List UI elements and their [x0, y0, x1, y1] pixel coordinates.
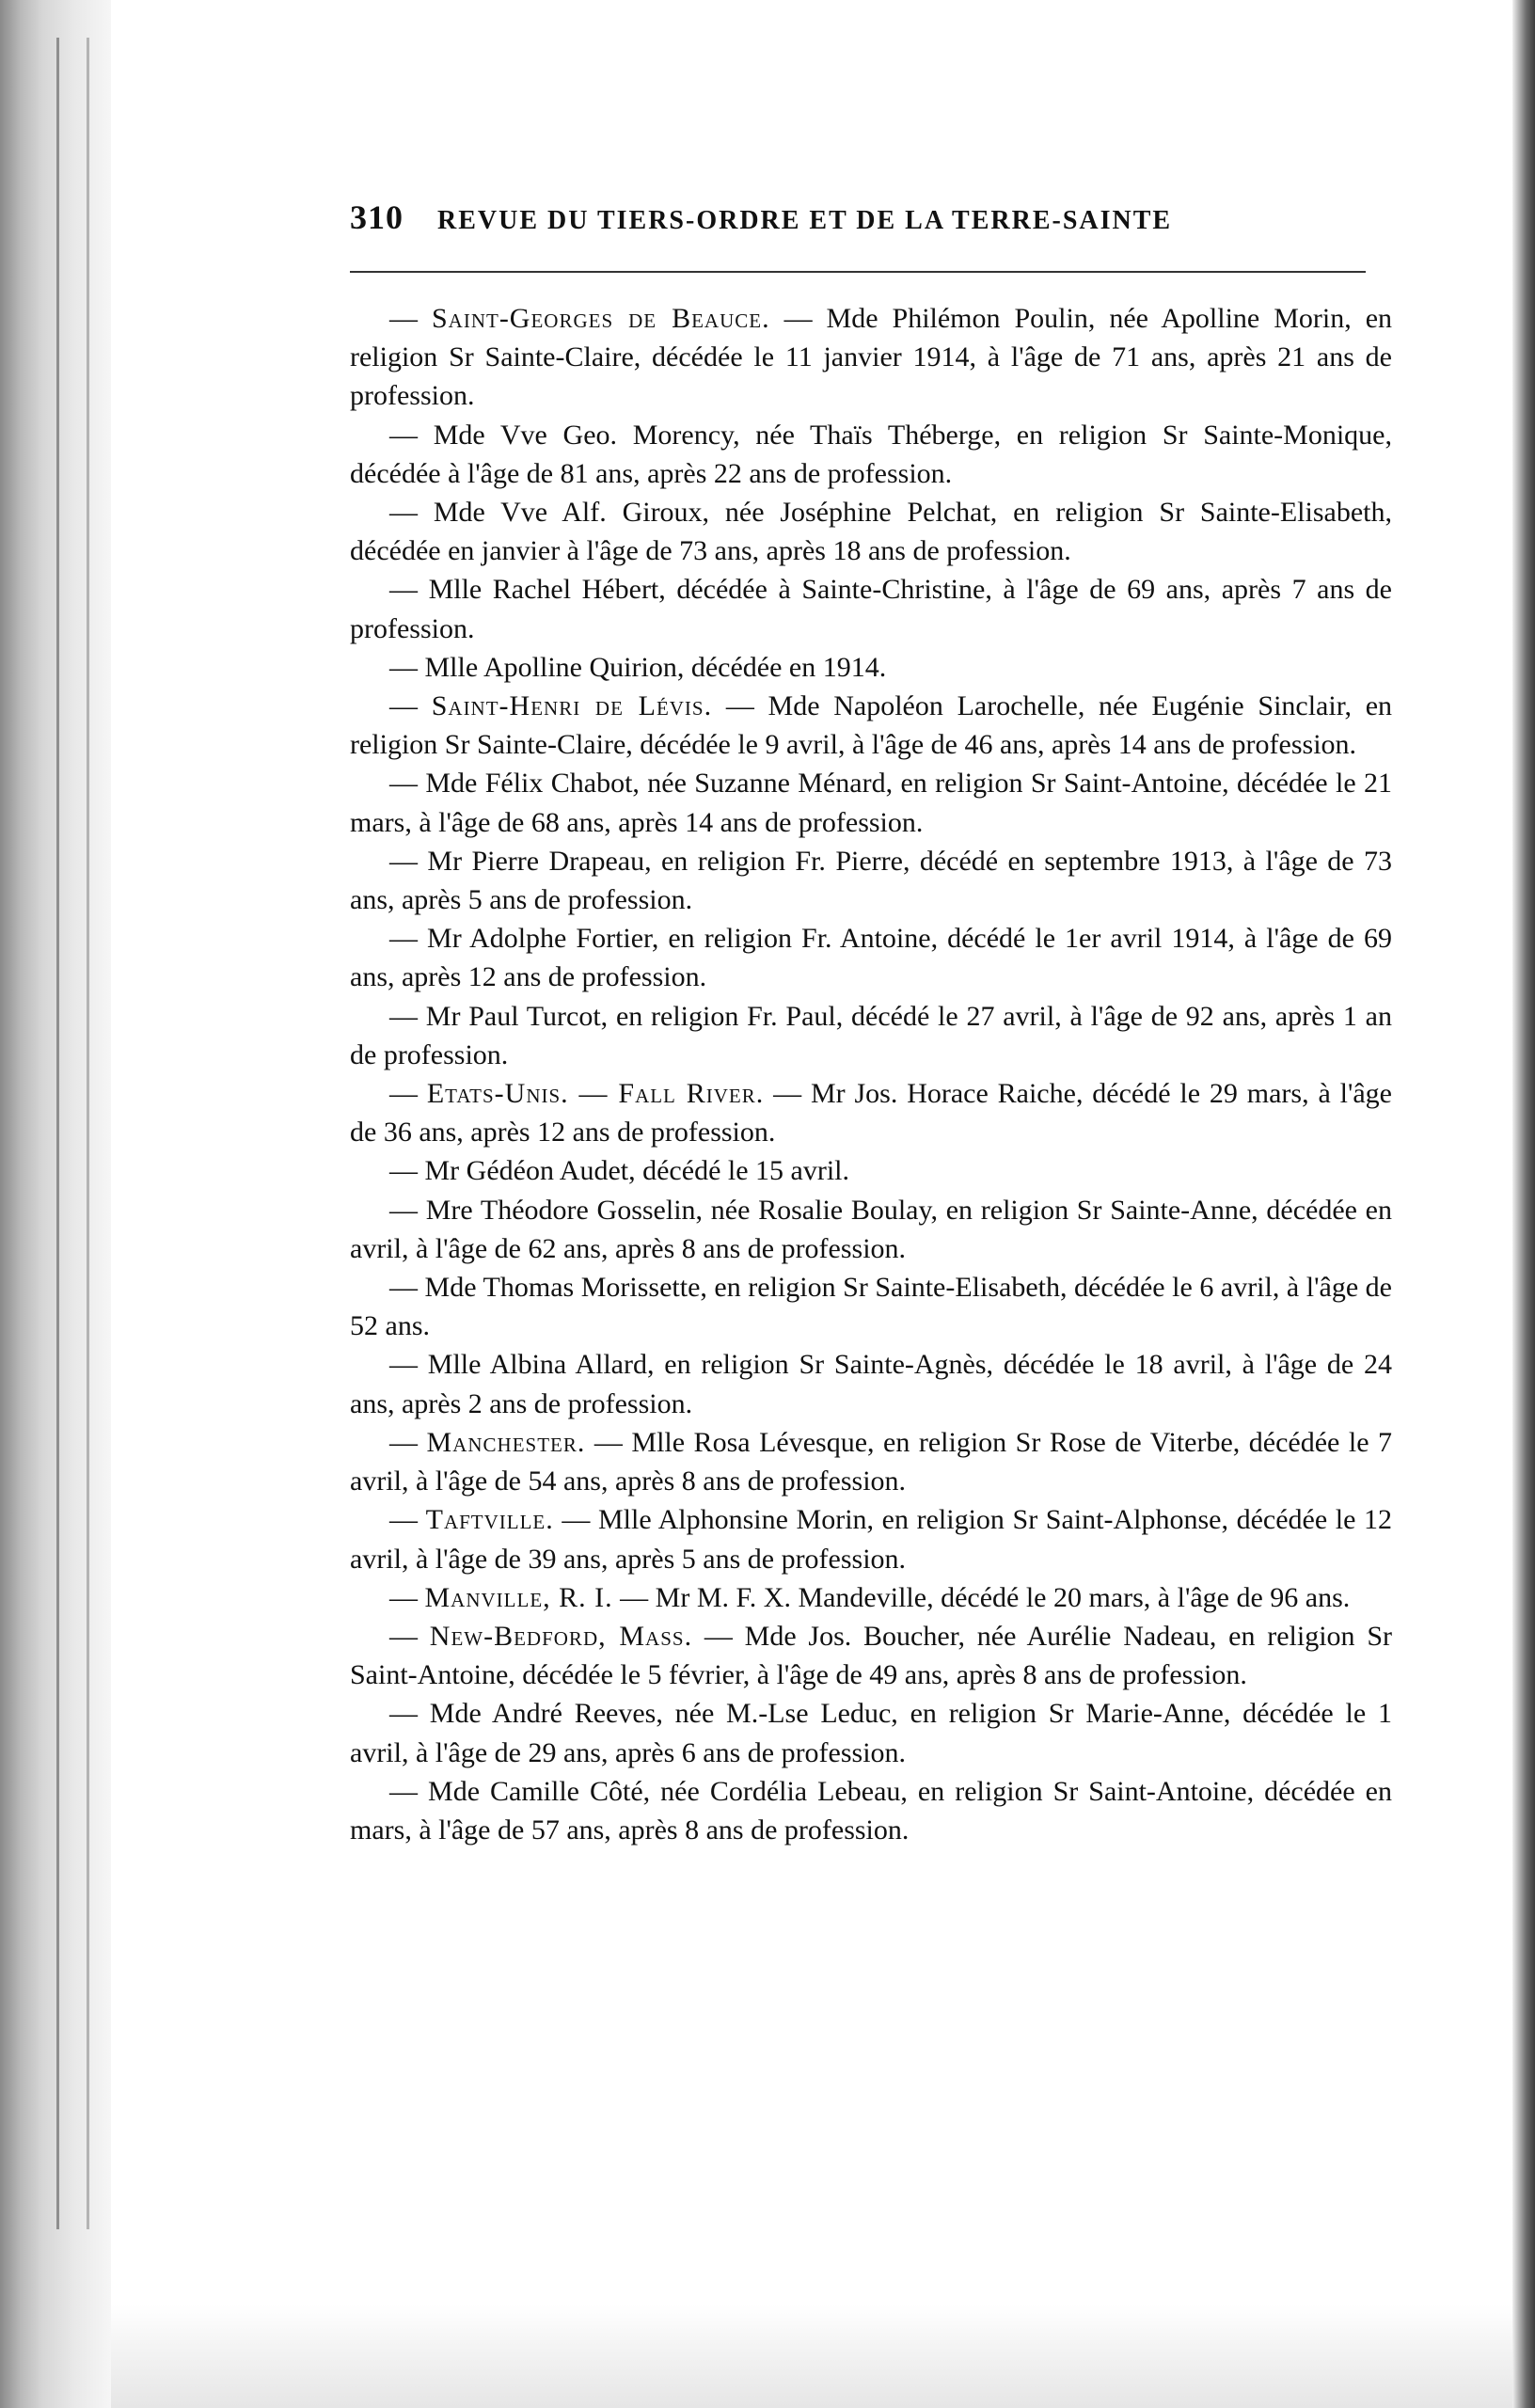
obituary-text: — Mde Camille Côté, née Cordélia Lebeau, en religion Sr Saint-Antoine, décédée en mars, à l'âge de 57 ans, après 8 ans de profession.	[350, 1775, 1392, 1846]
scan-right-edge	[1512, 0, 1535, 2408]
obituary-entry: — Manchester. — Mlle Rosa Lévesque, en religion Sr Rose de Viterbe, décédée le 7 avril, à l'âge de 54 ans, après 8 ans de profession.	[350, 1426, 1393, 1497]
scan-binding-line	[87, 38, 89, 2229]
place-heading: Taftville.	[425, 1504, 554, 1536]
obituary-text: — Mde Napoléon Larochelle, née Eugénie Sinclair, en religion Sr Sainte-Claire, décédée le 9 avril, à l'âge de 46 ans, après 14 ans de profession.	[350, 690, 1393, 761]
scan-left-margin	[0, 0, 111, 2408]
obituary-entry: — Saint-Henri de Lévis. — Mde Napoléon Larochelle, née Eugénie Sinclair, en religion Sr Sainte-Claire, décédée le 9 avril, à l'âge de 46 ans, après 14 ans de profession.	[350, 690, 1393, 761]
obituary-entry	[350, 570, 1392, 647]
obituary-text: — Mde Vve Geo. Morency, née Thaïs Théberge, en religion Sr Sainte-Monique, décédée à l'âge de 81 ans, après 22 ans de profession.	[350, 419, 1392, 489]
header-rule	[350, 271, 1366, 273]
obituary-text: — Mde Félix Chabot, née Suzanne Ménard, en religion Sr Saint-Antoine, décédée le 21 mars, à l'âge de 68 ans, après 14 ans de profession.	[350, 768, 1392, 838]
obituary-entry: — Manville, R. I. — Mr M. F. X. Mandeville, décédé le 20 mars, à l'âge de 96 ans.	[389, 1581, 1351, 1613]
place-heading: Etats-Unis. — Fall River.	[426, 1078, 765, 1110]
obituary-text: — Mr M. F. X. Mandeville, décédé le 20 mars, à l'âge de 96 ans.	[620, 1581, 1351, 1613]
running-title: REVUE DU TIERS-ORDRE ET DE LA TERRE-SAINTE	[437, 206, 1173, 235]
obituary-entry	[350, 997, 1392, 1074]
obituary-text: — Mde Thomas Morissette, en religion Sr Sainte-Elisabeth, décédée le 6 avril, à l'âge de 52 ans.	[350, 1272, 1392, 1342]
obituary-entry	[350, 493, 1392, 570]
obituary-entry	[350, 648, 1392, 687]
place-heading: Manchester.	[426, 1426, 586, 1458]
obituary-text: — Mlle Apolline Quirion, décédée en 1914.	[389, 651, 887, 683]
place-heading: New-Bedford, Mass.	[429, 1620, 693, 1652]
obituary-text: — Mre Théodore Gosselin, née Rosalie Boulay, en religion Sr Sainte-Anne, décédée en avril, à l'âge de 62 ans, après 8 ans de profession.	[350, 1194, 1392, 1264]
obituary-text: — Mlle Rachel Hébert, décédée à Sainte-Christine, à l'âge de 69 ans, après 7 ans de profession.	[350, 574, 1392, 644]
obituary-text: — Mde Vve Alf. Giroux, née Joséphine Pelchat, en religion Sr Sainte-Elisabeth, décédée en janvier à l'âge de 73 ans, après 18 ans de profession.	[350, 497, 1392, 567]
place-heading: Saint-Henri de Lévis.	[431, 690, 713, 722]
obituary-entry: — Taftville. — Mlle Alphonsine Morin, en religion Sr Saint-Alphonse, décédée le 12 avril, à l'âge de 39 ans, après 5 ans de profession.	[350, 1504, 1393, 1575]
obituary-text: — Mlle Alphonsine Morin, en religion Sr Saint-Alphonse, décédée le 12 avril, à l'âge de 39 ans, après 5 ans de profession.	[350, 1504, 1393, 1575]
obituary-entry	[350, 1191, 1392, 1268]
obituary-entry	[350, 1345, 1392, 1422]
obituary-entry	[350, 416, 1392, 493]
obituary-entry	[350, 764, 1392, 841]
obituary-text: — Mde Jos. Boucher, née Aurélie Nadeau, en religion Sr Saint-Antoine, décédée le 5 février, à l'âge de 49 ans, après 8 ans de profession.	[350, 1620, 1392, 1691]
obituary-text: — Mlle Albina Allard, en religion Sr Sainte-Agnès, décédée le 18 avril, à l'âge de 24 ans, après 2 ans de profession.	[350, 1349, 1392, 1419]
obituary-text: — Mr Adolphe Fortier, en religion Fr. Antoine, décédé le 1er avril 1914, à l'âge de 69 ans, après 12 ans de profession.	[350, 923, 1392, 993]
obituary-list	[350, 299, 1394, 1849]
book-page	[350, 198, 1394, 1849]
obituary-text: — Mde Philémon Poulin, née Apolline Morin, en religion Sr Sainte-Claire, décédée le 11 janvier 1914, à l'âge de 71 ans, après 21 ans de profession.	[350, 303, 1393, 412]
obituary-text: — Mr Pierre Drapeau, en religion Fr. Pierre, décédé en septembre 1913, à l'âge de 73 ans, après 5 ans de profession.	[350, 845, 1392, 916]
obituary-entry	[350, 919, 1392, 996]
obituary-text: — Mlle Rosa Lévesque, en religion Sr Rose de Viterbe, décédée le 7 avril, à l'âge de 54 ans, après 8 ans de profession.	[350, 1426, 1393, 1497]
obituary-text: — Mde André Reeves, née M.-Lse Leduc, en religion Sr Marie-Anne, décédée le 1 avril, à l'âge de 29 ans, après 6 ans de profession.	[350, 1698, 1392, 1768]
scan-binding-line	[56, 38, 59, 2229]
obituary-entry	[350, 1772, 1392, 1849]
page-number: 310	[350, 198, 404, 236]
place-heading: Saint-Georges de Beauce.	[431, 303, 770, 334]
obituary-text: — Mr Gédéon Audet, décédé le 15 avril.	[389, 1155, 850, 1187]
obituary-entry: — Etats-Unis. — Fall River. — Mr Jos. Horace Raiche, décédé le 29 mars, à l'âge de 36 ans, après 12 ans de profession.	[350, 1078, 1392, 1149]
obituary-entry	[350, 1151, 1392, 1190]
scan-bottom-edge	[111, 2305, 1512, 2408]
obituary-text: — Mr Paul Turcot, en religion Fr. Paul, décédé le 27 avril, à l'âge de 92 ans, après 1 an de profession.	[350, 1000, 1392, 1070]
obituary-entry	[350, 1694, 1392, 1771]
obituary-entry	[350, 1268, 1392, 1345]
obituary-entry	[350, 842, 1392, 919]
place-heading: Manville, R. I.	[424, 1581, 613, 1613]
obituary-entry: — New-Bedford, Mass. — Mde Jos. Boucher, née Aurélie Nadeau, en religion Sr Saint-Antoine, décédée le 5 février, à l'âge de 49 ans, après 8 ans de profession.	[350, 1620, 1392, 1691]
obituary-text: — Mr Jos. Horace Raiche, décédé le 29 mars, à l'âge de 36 ans, après 12 ans de profession.	[350, 1078, 1392, 1149]
running-header	[350, 198, 1394, 250]
obituary-entry: — Saint-Georges de Beauce. — Mde Philémon Poulin, née Apolline Morin, en religion Sr Sainte-Claire, décédée le 11 janvier 1914, à l'âge de 71 ans, après 21 ans de profession.	[350, 303, 1393, 412]
